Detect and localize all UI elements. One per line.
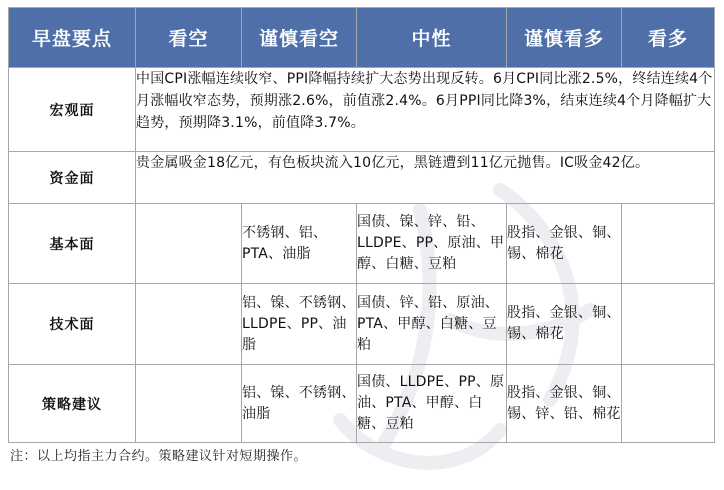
table-row-macro: [9, 68, 715, 152]
table-row-strategy: [9, 365, 715, 443]
technical-bullish-cell: [622, 284, 715, 365]
macro-text: 中国CPI涨幅连续收窄、PPI降幅持续扩大态势出现反转。6月CPI同比涨2.5%，终结连续4个月涨幅收窄态势，预期涨2.6%，前值涨2.4%。6月PPI同比降3%，结束连续4个月降幅扩大趋势，预期降3.1%，前值降3.7%。: [136, 68, 715, 152]
column-header-bearish: 看空: [136, 8, 242, 68]
strategy-bullish-cell: [622, 365, 715, 443]
row-label-fundamental: 基本面: [9, 204, 136, 284]
morning-brief-table: [8, 7, 715, 443]
fundamental-bearish-cell: [136, 204, 242, 284]
column-header-neutral: 中性: [357, 8, 507, 68]
column-header-cautious-bearish: 谨慎看空: [242, 8, 357, 68]
fundamental-cautious-bullish-cell: 股指、金银、铜、锡、棉花: [507, 204, 622, 284]
row-label-macro: 宏观面: [9, 68, 136, 152]
strategy-cautious-bearish-cell: 铝、镍、不锈钢、油脂: [242, 365, 357, 443]
fundamental-cautious-bearish-cell: 不锈钢、铝、PTA、油脂: [242, 204, 357, 284]
technical-bearish-cell: [136, 284, 242, 365]
strategy-neutral-cell: 国债、LLDPE、PP、原油、PTA、甲醇、白糖、豆粕: [357, 365, 507, 443]
header-row: [9, 8, 715, 68]
footnote: 注：以上均指主力合约。策略建议针对短期操作。: [10, 449, 308, 464]
table-row-technical: [9, 284, 715, 365]
strategy-bearish-cell: [136, 365, 242, 443]
fundamental-bullish-cell: [622, 204, 715, 284]
column-header-bullish: 看多: [622, 8, 715, 68]
column-header-cautious-bullish: 谨慎看多: [507, 8, 622, 68]
technical-neutral-cell: 国债、锌、铅、原油、PTA、甲醇、白糖、豆粕: [357, 284, 507, 365]
row-label-funds: 资金面: [9, 152, 136, 204]
table-row-fundamental: [9, 204, 715, 284]
table-row-funds: [9, 152, 715, 204]
strategy-cautious-bullish-cell: 股指、金银、铜、锡、锌、铅、棉花: [507, 365, 622, 443]
technical-cautious-bearish-cell: 铝、镍、不锈钢、LLDPE、PP、油脂: [242, 284, 357, 365]
row-label-technical: 技术面: [9, 284, 136, 365]
technical-cautious-bullish-cell: 股指、金银、铜、锡、棉花: [507, 284, 622, 365]
funds-text: 贵金属吸金18亿元，有色板块流入10亿元，黑链遭到11亿元抛售。IC吸金42亿。: [136, 152, 715, 204]
fundamental-neutral-cell: 国债、镍、锌、铅、LLDPE、PP、原油、甲醇、白糖、豆粕: [357, 204, 507, 284]
table-title: 早盘要点: [9, 8, 136, 68]
row-label-strategy: 策略建议: [9, 365, 136, 443]
